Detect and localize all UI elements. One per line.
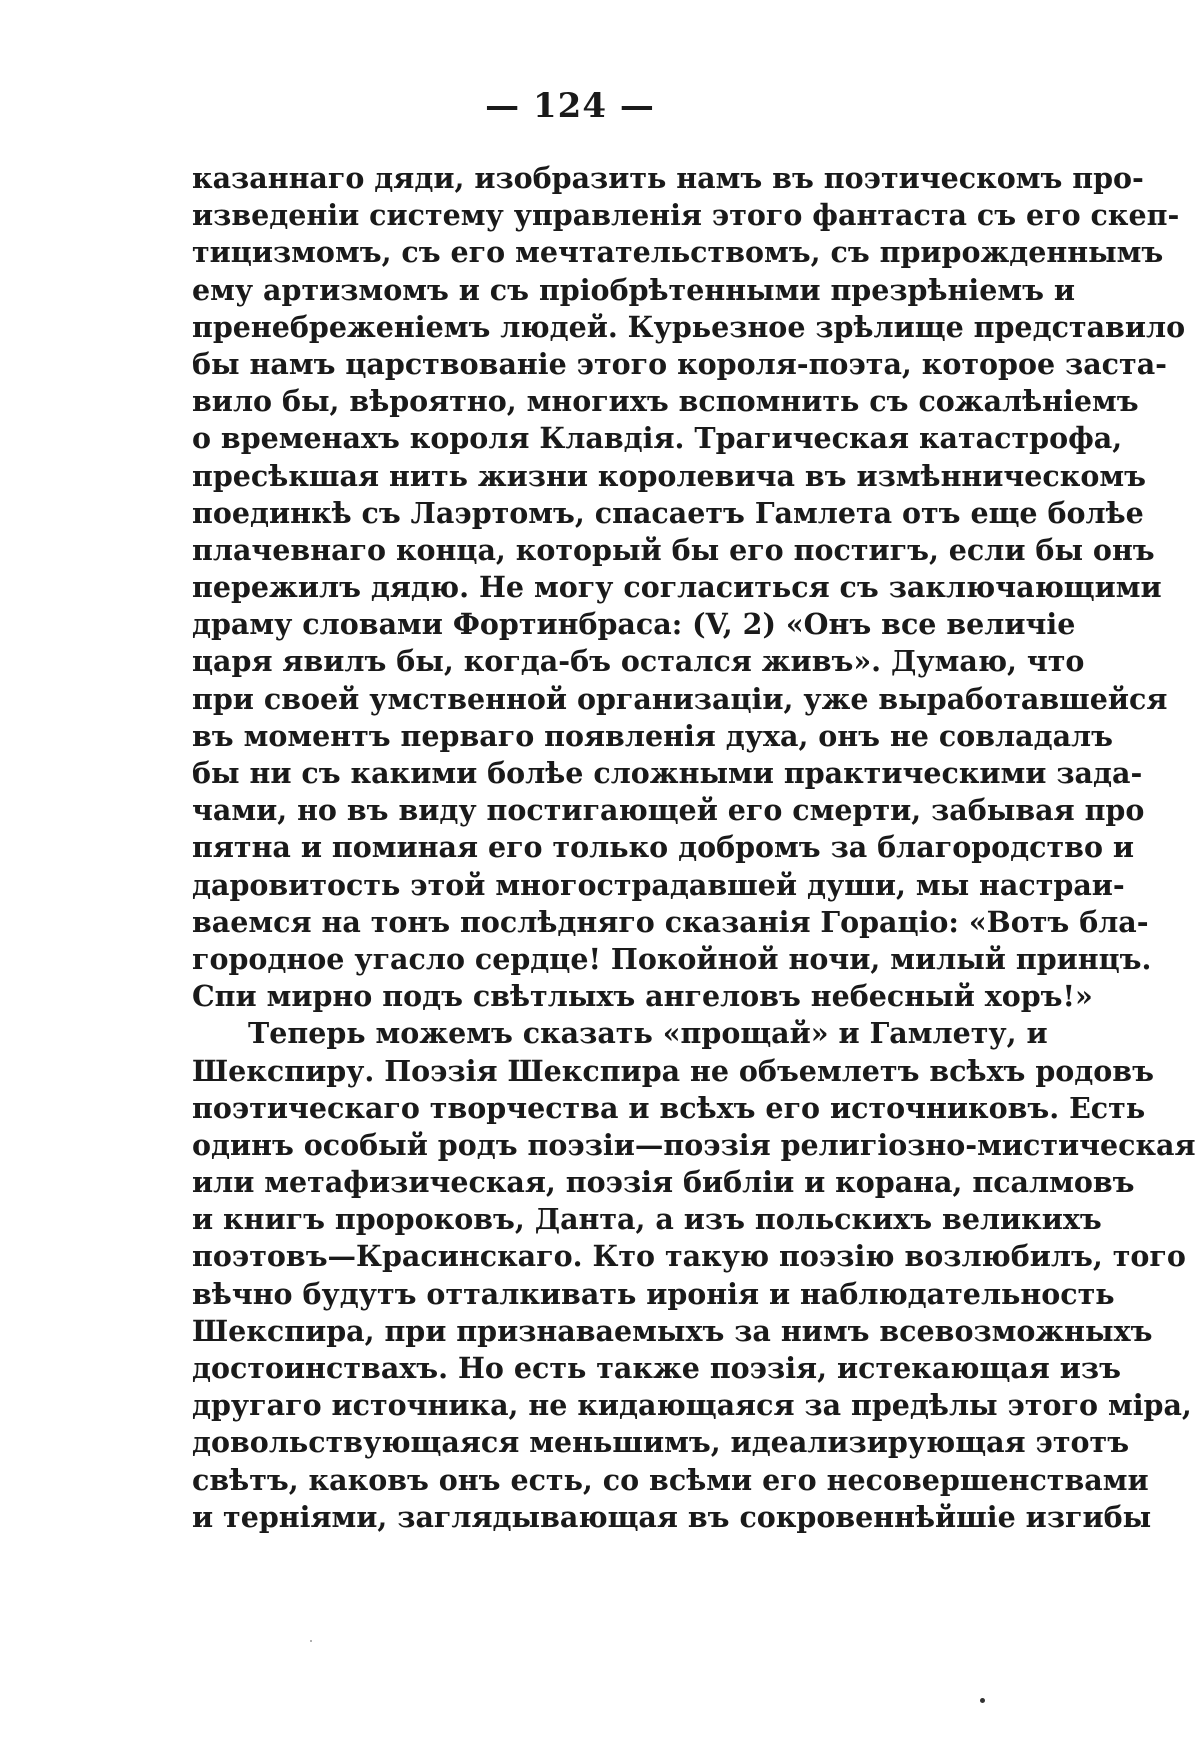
text-line: царя явилъ бы, когда-бъ остался живъ». Думаю, что	[192, 644, 1085, 679]
text-line: бы намъ царствованiе этого короля-поэта, которое заста-	[192, 346, 1167, 381]
text-line: даровитость этой многострадавшей души, мы настраи-	[192, 867, 1125, 902]
paragraph-end-line: Спи мирно подъ свѣтлыхъ ангеловъ небесный хоръ!»	[192, 979, 1093, 1014]
page-number: — 124 —	[485, 86, 655, 126]
text-line: ему артизмомъ и съ прiобрѣтенными презрѣнiемъ и	[192, 272, 1076, 307]
text-line: казаннаго дяди, изобразить намъ въ поэтическомъ про-	[192, 161, 1144, 195]
text-line: при своей умственной организацiи, уже выработавшейся	[192, 681, 1168, 716]
body-text	[192, 160, 1196, 1536]
text-line: пятна и поминая его только добромъ за благородство и	[192, 830, 1135, 865]
text-line: пережилъ дядю. Не могу согласиться съ заключающими	[192, 570, 1162, 605]
text-line: поэтовъ—Красинскаго. Кто такую поэзiю возлюбилъ, того	[192, 1239, 1186, 1274]
text-line: поэтическаго творчества и всѣхъ его источниковъ. Есть	[192, 1090, 1146, 1125]
text-line: или метафизическая, поэзiя библiи и корана, псалмовъ	[192, 1165, 1135, 1200]
text-line: городное угасло сердце! Покойной ночи, милый принцъ.	[192, 941, 1152, 976]
text-line: о временахъ короля Клавдiя. Трагическая катастрофа,	[192, 421, 1123, 456]
text-line: и тернiями, заглядывающая въ сокровеннѣйшiе изгибы	[192, 1499, 1152, 1534]
text-line: изведенiи систему управленiя этого фантаста съ его скеп-	[192, 198, 1180, 233]
scan-speck	[980, 1698, 985, 1703]
text-line: въ моментъ перваго появленiя духа, онъ не совладалъ	[192, 718, 1114, 753]
text-line: достоинствахъ. Но есть также поэзiя, истекающая изъ	[192, 1351, 1121, 1385]
text-line: плачевнаго конца, который бы его постигъ, если бы онъ	[192, 532, 1155, 567]
text-line: драму словами Фортинбраса: (V, 2) «Онъ все величiе	[192, 607, 1076, 642]
text-line: свѣтъ, каковъ онъ есть, со всѣми его несовершенствами	[192, 1462, 1149, 1497]
text-line: другаго источника, не кидающаяся за предѣлы этого мiра,	[192, 1388, 1192, 1423]
text-line: довольствующаяся меньшимъ, идеализирующая этотъ	[192, 1425, 1130, 1460]
text-line: пресѣкшая нить жизни королевича въ измѣнническомъ	[192, 458, 1146, 493]
paragraph-start-line: Теперь можемъ сказать «прощай» и Гамлету, и	[248, 1016, 1048, 1051]
text-line: Шекспиру. Поэзiя Шекспира не объемлетъ всѣхъ родовъ	[192, 1053, 1154, 1088]
text-line: пренебреженiемъ людей. Курьезное зрѣлище представило	[192, 309, 1186, 344]
text-line: Шекспира, при признаваемыхъ за нимъ всевозможныхъ	[192, 1313, 1153, 1348]
text-line: и книгъ пророковъ, Данта, а изъ польскихъ великихъ	[192, 1202, 1102, 1237]
text-line: вило бы, вѣроятно, многихъ вспомнить съ сожалѣнiемъ	[192, 384, 1139, 419]
text-line: вѣчно будутъ отталкивать иронiя и наблюдательность	[192, 1276, 1115, 1311]
text-line: поединкѣ съ Лаэртомъ, спасаетъ Гамлета отъ еще болѣе	[192, 495, 1144, 530]
text-line: бы ни съ какими болѣе сложными практическими зада-	[192, 756, 1143, 790]
text-line: ваемся на тонъ послѣдняго сказанiя Горацiо: «Вотъ бла-	[192, 904, 1149, 939]
scan-speck	[310, 1640, 312, 1642]
text-line: одинъ особый родъ поэзiи—поэзiя религiозно-мистическая	[192, 1127, 1196, 1162]
text-line: тицизмомъ, съ его мечтательствомъ, съ прирожденнымъ	[192, 235, 1164, 270]
text-line: чами, но въ виду постигающей его смерти, забывая про	[192, 793, 1145, 828]
